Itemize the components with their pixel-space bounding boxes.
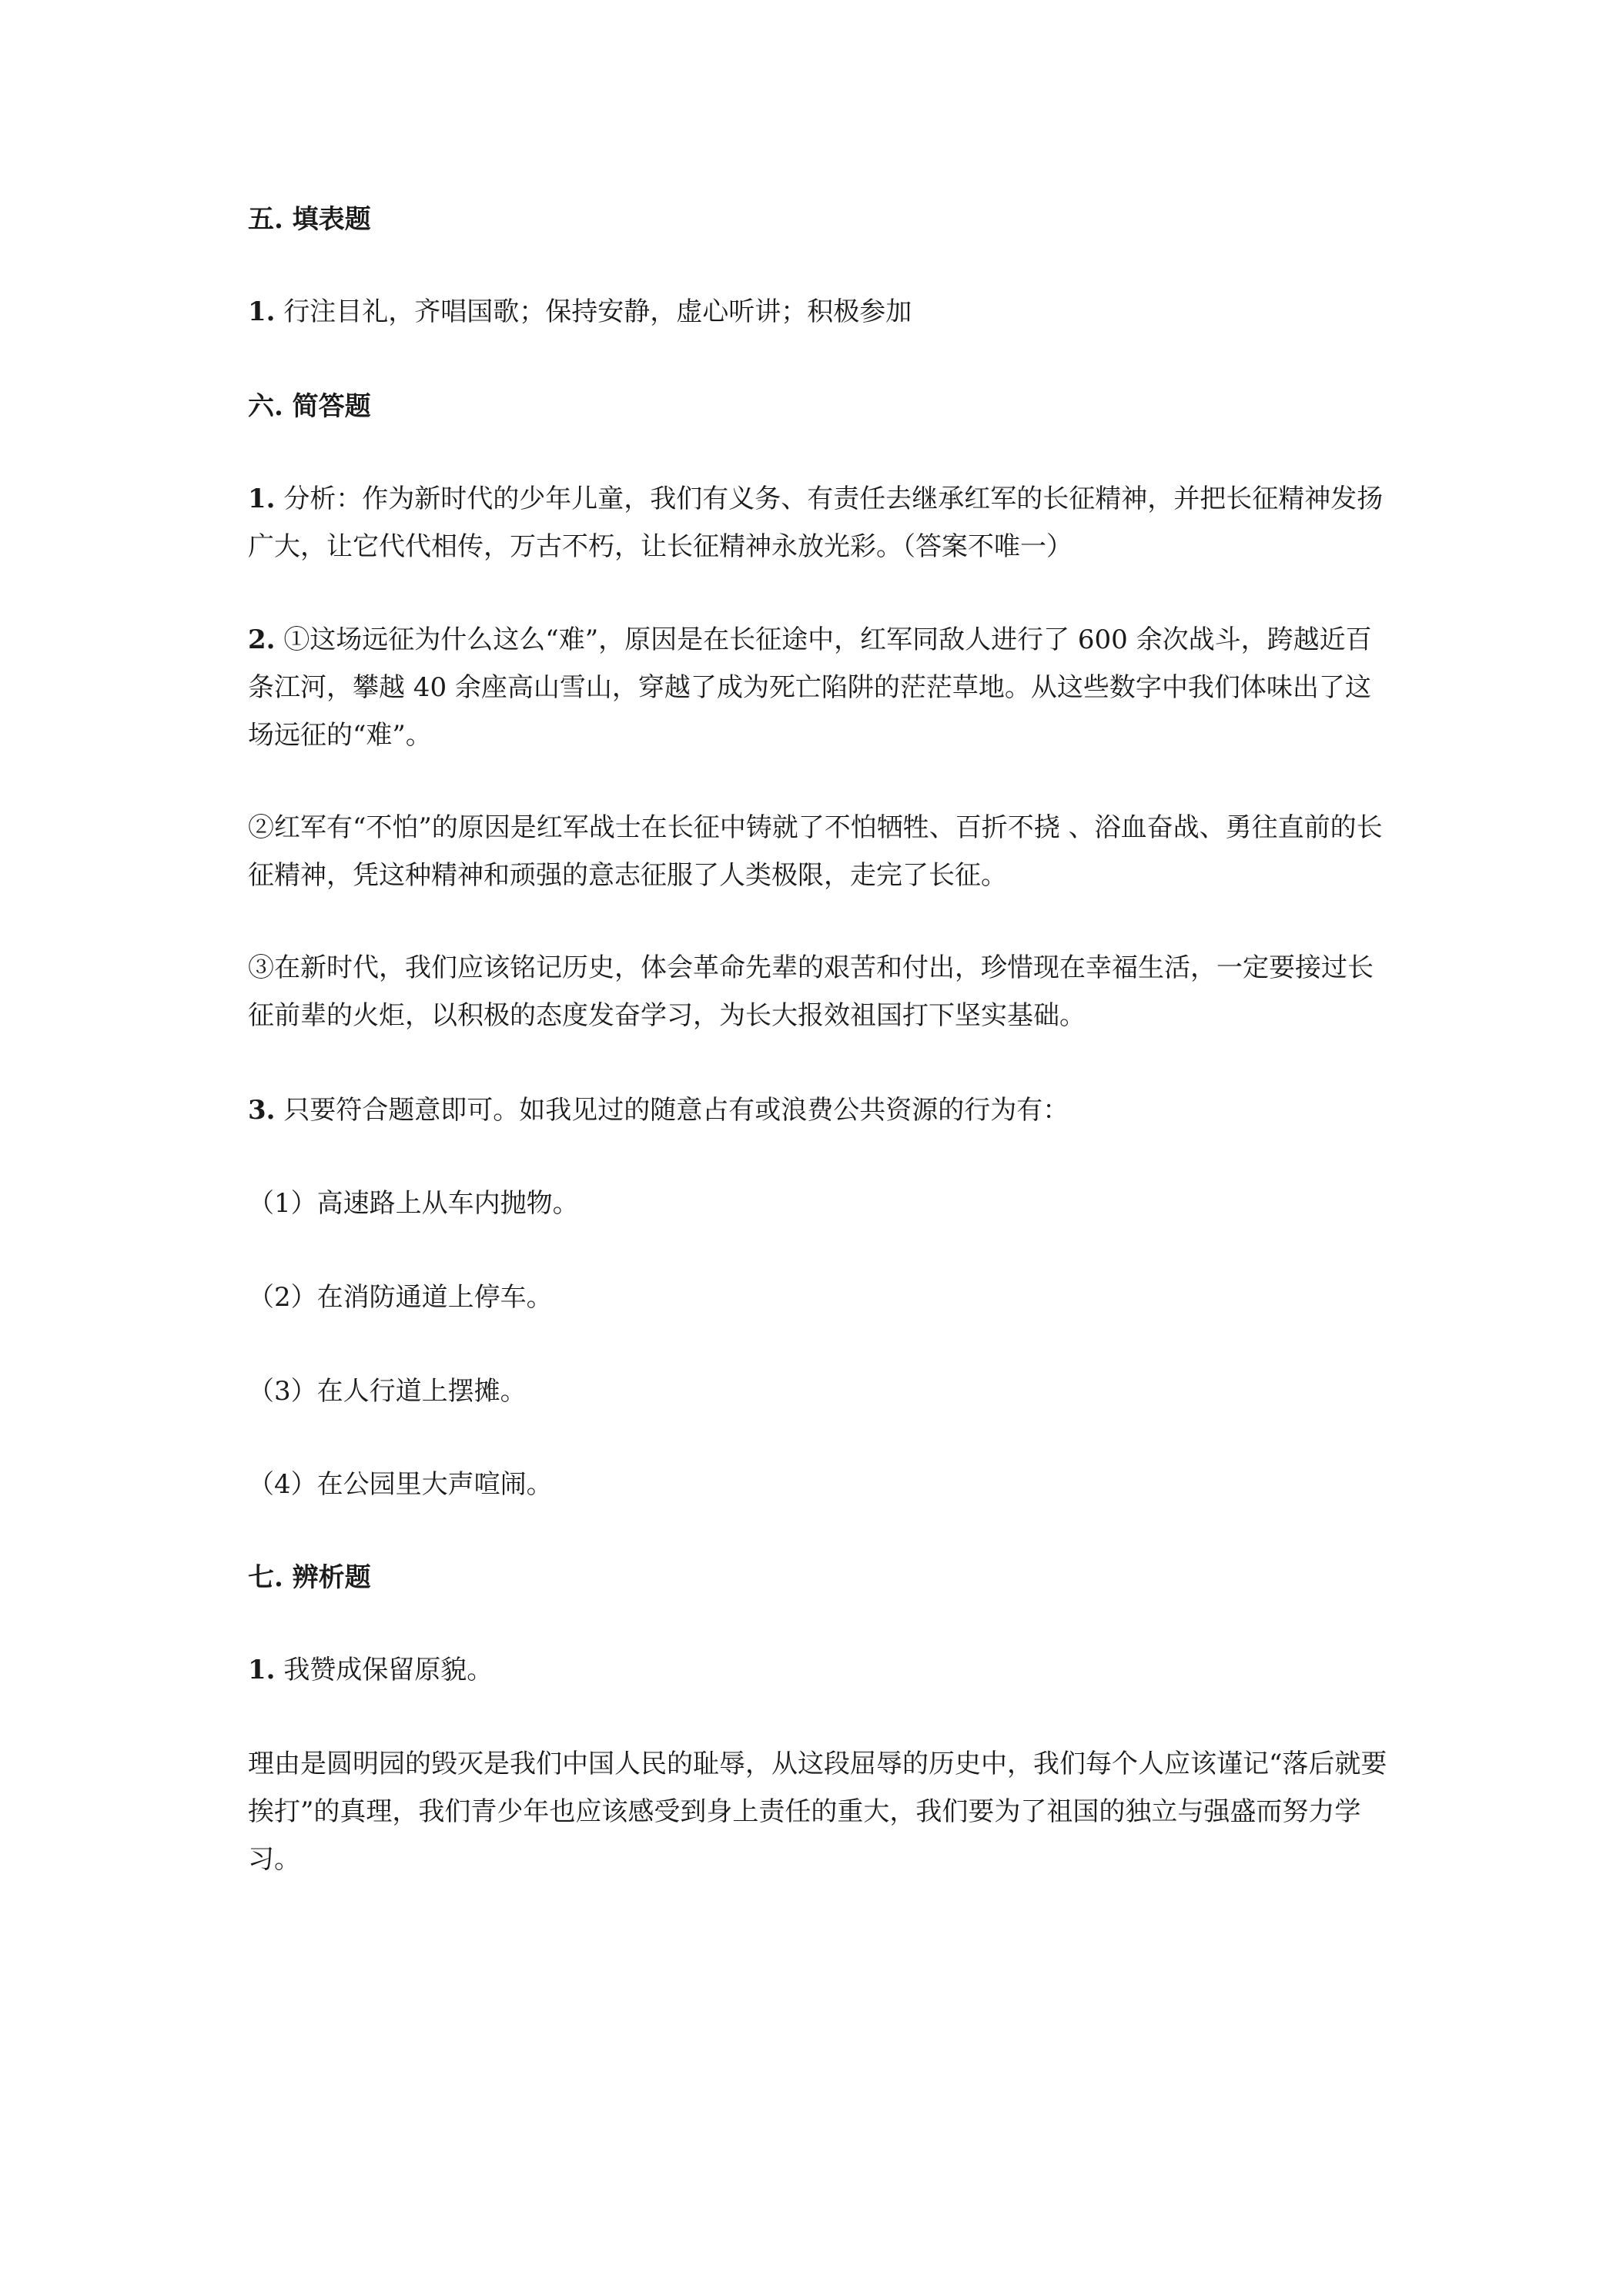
s5-q1-num: 1.: [248, 296, 276, 327]
s6-q1: [248, 475, 1387, 571]
s6-q3: [248, 1086, 1387, 1134]
s6-q1-num: 1.: [248, 484, 276, 514]
s7-q1: [248, 1646, 1387, 1694]
s5-q1: [248, 288, 1387, 336]
s6-q3-item-1: （1）高速路上从车内抛物。: [248, 1188, 579, 1219]
section-5-title: 五. 填表题: [248, 204, 371, 235]
s6-q2-p1-text: ①这场远征为什么这么“难”，原因是在长征途中，红军同敌人进行了 600 余次战斗，跨越近百条江河，攀越 40 余座高山雪山，穿越了成为死亡陷阱的茫茫草地。从这些数字中我们体味出了这场远征的“难”。: [248, 624, 1372, 751]
s5-q1-text: 行注目礼，齐唱国歌；保持安静，虚心听讲；积极参加: [283, 296, 912, 327]
s6-q2-p2: ②红军有“不怕”的原因是红军战士在长征中铸就了不怕牺牲、百折不挠 、浴血奋战、勇往直前的长征精神，凭这种精神和顽强的意志征服了人类极限，走完了长征。: [248, 812, 1383, 891]
s7-q1-text: 我赞成保留原貌。: [283, 1655, 494, 1685]
s6-q3-text: 只要符合题意即可。如我见过的随意占有或浪费公共资源的行为有：: [283, 1095, 1069, 1126]
s6-q1-text: 分析：作为新时代的少年儿童，我们有义务、有责任去继承红军的长征精神，并把长征精神发扬广大，让它代代相传，万古不朽，让长征精神永放光彩。（答案不唯一）: [248, 484, 1384, 562]
s7-q1-num: 1.: [248, 1655, 276, 1685]
s7-q1-reason: 理由是圆明园的毁灭是我们中国人民的耻辱，从这段屈辱的历史中，我们每个人应该谨记“落后就要挨打”的真理，我们青少年也应该感受到身上责任的重大，我们要为了祖国的独立与强盛而努力学习。: [248, 1749, 1387, 1875]
s6-q3-num: 3.: [248, 1095, 276, 1126]
s6-q2-num: 2.: [248, 624, 276, 655]
section-6-title: 六. 简答题: [248, 391, 371, 422]
s6-q3-item-2: （2）在消防通道上停车。: [248, 1282, 553, 1313]
s6-q3-item-3: （3）在人行道上摆摊。: [248, 1376, 527, 1407]
s6-q2-p3: ③在新时代，我们应该铭记历史，体会革命先辈的艰苦和付出，珍惜现在幸福生活，一定要接过长征前辈的火炬，以积极的态度发奋学习，为长大报效祖国打下坚实基础。: [248, 952, 1374, 1031]
section-7-title: 七. 辨析题: [248, 1562, 371, 1593]
s6-q3-item-4: （4）在公园里大声喧闹。: [248, 1469, 553, 1500]
s6-q2-p1: [248, 616, 1387, 759]
